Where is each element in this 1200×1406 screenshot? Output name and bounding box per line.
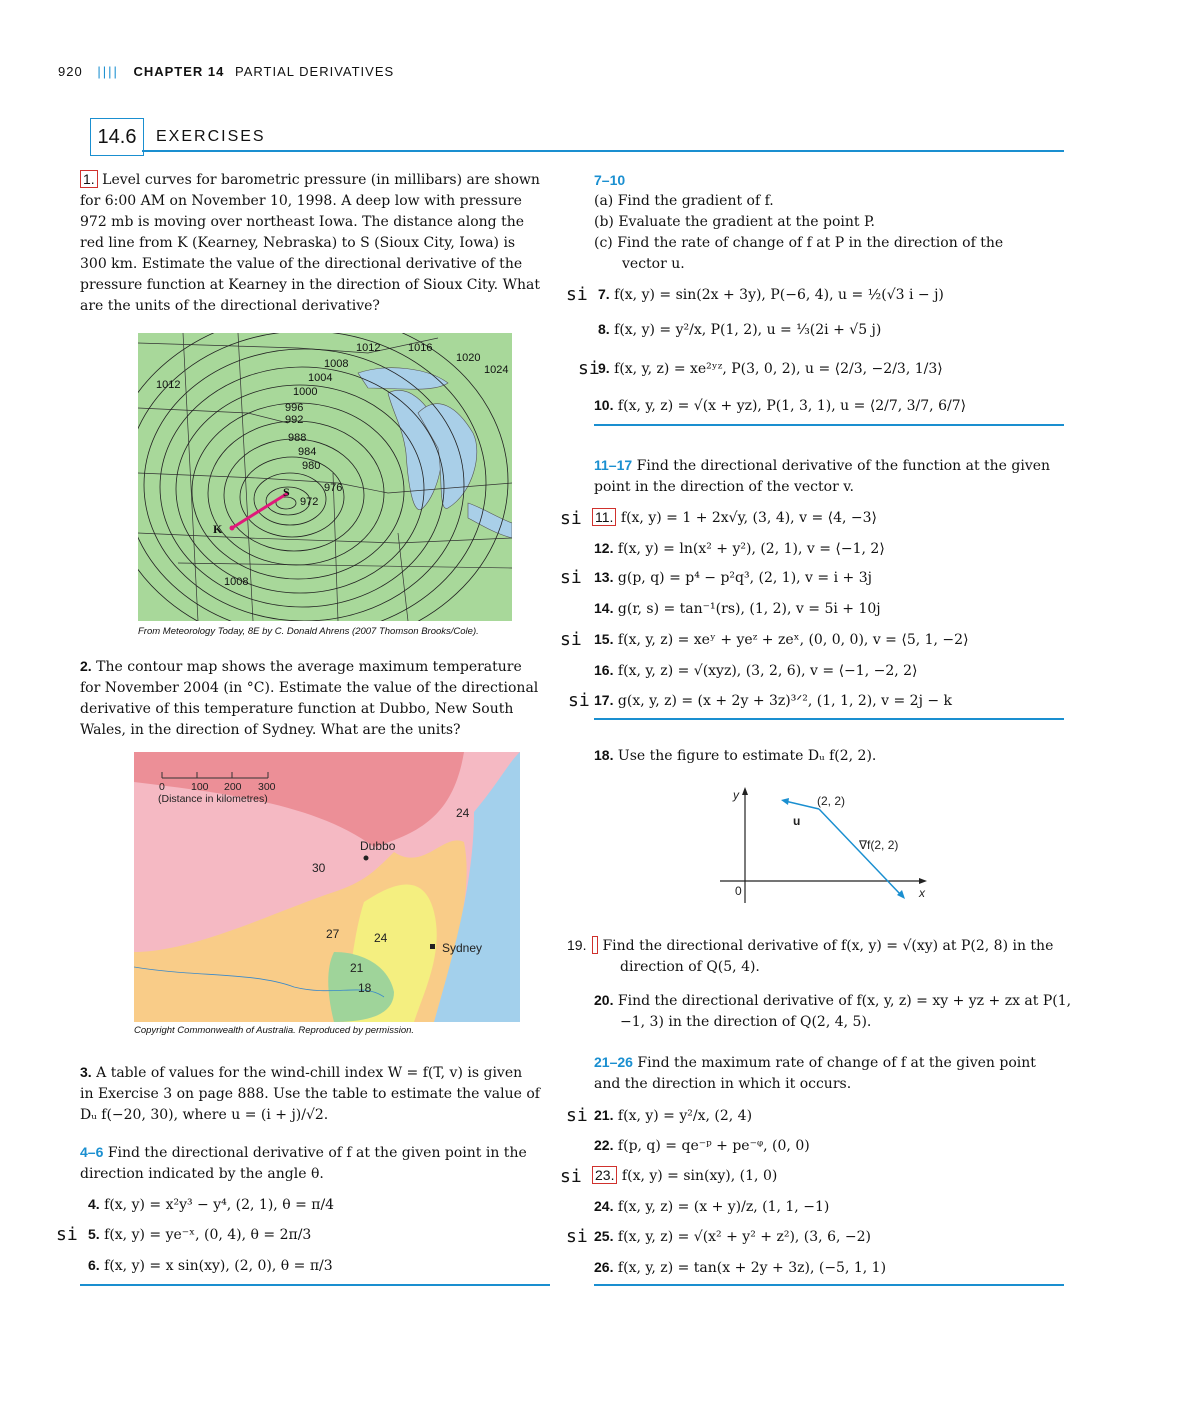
exercise-19: [567, 936, 1086, 978]
margin-note: si: [56, 1224, 78, 1245]
contour-label: 27: [326, 927, 340, 941]
contour-label: 18: [358, 981, 372, 995]
exercise-12: [594, 538, 885, 560]
exercise-number: 21.: [594, 1107, 614, 1123]
exercise-text: f(x, y, z) = tan(x + 2y + 3z), (−5, 1, 1): [617, 1260, 887, 1276]
map-label: 1024: [484, 364, 509, 376]
exercise-7-10-intro: [594, 170, 1064, 275]
exercise-text: f(x, y) = 1 + 2x√y, (3, 4), v = ⟨4, −3⟩: [620, 510, 877, 526]
map-label: 1012: [356, 342, 381, 354]
exercise-text: Find the directional derivative of f(x, y) = √(xy) at P(2, 8) in the direction of Q(5, 4).: [602, 938, 1054, 975]
pressure-map: [138, 333, 512, 621]
exercise-text: f(x, y, z) = √(xyz), (3, 2, 6), v = ⟨−1, −2, 2⟩: [617, 663, 918, 679]
exercise-range: 7–10: [594, 172, 626, 188]
contour-label: 21: [350, 961, 364, 975]
exercise-text: g(r, s) = tan⁻¹(rs), (1, 2), v = 5i + 10j: [617, 601, 881, 617]
margin-note: si: [566, 1105, 588, 1126]
exercise-text: f(x, y, z) = xe²ʸᶻ, P(3, 0, 2), u = ⟨2/3, −2/3, 1/3⟩: [614, 361, 943, 377]
margin-note: si: [560, 508, 582, 529]
map-label: 976: [324, 482, 343, 494]
scale-label: 100: [191, 781, 209, 793]
part-c: (c) Find the rate of change of f at P in the direction of the vector u.: [594, 235, 1004, 272]
exercise-number: 7.: [598, 286, 610, 302]
x-axis-label: x: [919, 886, 925, 900]
chapter-title: PARTIAL DERIVATIVES: [235, 64, 395, 79]
exercise-number: 23.: [592, 1166, 617, 1184]
sydney-label: Sydney: [442, 941, 483, 955]
exercise-text: f(x, y, z) = xeʸ + yeᶻ + zeˣ, (0, 0, 0), v = ⟨5, 1, −2⟩: [617, 632, 969, 648]
exercise-number: 1.: [80, 170, 98, 188]
section-number: 14.6: [90, 118, 144, 156]
exercise-text: The contour map shows the average maximum temperature for November 2004 (in °C). Estimate the value of the directional derivative of this temperature function at Dubbo, New South Wales, in the direction of Sydney. What are the units?: [80, 659, 539, 738]
scale-caption: (Distance in kilometres): [158, 793, 268, 805]
scale-label: 0: [159, 781, 165, 793]
scale-label: 300: [258, 781, 276, 793]
exercise-number: 16.: [594, 662, 614, 678]
map-label: 996: [285, 402, 304, 414]
exercise-text: f(x, y) = y²/x, (2, 4): [617, 1108, 753, 1124]
point-label: (2, 2): [817, 794, 846, 808]
exercise-7: [598, 284, 944, 306]
exercise-text: Level curves for barometric pressure (in millibars) are shown for 6:00 AM on November 10, 1998. A deep low with pressure 972 mb is moving over northeast Iowa. The distance along the red line from K (Kearney, Nebraska) to S (Sioux City, Iowa) is 300 km. Estimate the value of the directional derivative of the pressure function at Kearney in the direction of Sioux City. What are the units of the directional derivative?: [80, 172, 540, 314]
exercise-13: [594, 567, 872, 589]
exercise-number: 3.: [80, 1064, 92, 1080]
exercise-text: f(x, y, z) = √(x + yz), P(1, 3, 1), u = ⟨2/7, 3/7, 6/7⟩: [617, 398, 967, 414]
map-label: 988: [288, 432, 307, 444]
running-header: [58, 64, 394, 79]
exercise-number: 5.: [88, 1226, 100, 1242]
exercise-8: [598, 319, 881, 341]
part-b: (b) Evaluate the gradient at the point P.: [594, 214, 876, 230]
exercise-number: 10.: [594, 397, 614, 413]
exercise-number: 26.: [594, 1259, 614, 1275]
column-rule: [594, 1284, 1064, 1286]
map-label: 1004: [308, 372, 333, 384]
exercise-16: [594, 660, 918, 682]
map-label: 1008: [324, 358, 349, 370]
exercise-11-17-intro: [594, 455, 1054, 498]
exercise-23: [592, 1166, 777, 1187]
exercise-range: 11–17: [594, 457, 633, 473]
exercise-6: [88, 1255, 333, 1277]
exercise-number: 24.: [594, 1198, 614, 1214]
exercise-number: 19.: [592, 936, 598, 954]
exercise-4: [88, 1194, 334, 1216]
exercise-text: f(x, y) = sin(2x + 3y), P(−6, 4), u = ½(√3 i − j): [614, 287, 944, 303]
map-label: 1000: [293, 386, 318, 398]
margin-note: si: [568, 690, 590, 711]
exercise-text: f(x, y) = ye⁻ˣ, (0, 4), θ = 2π/3: [104, 1227, 312, 1243]
exercise-text: g(x, y, z) = (x + 2y + 3z)³ᐟ², (1, 1, 2), v = 2j − k: [617, 693, 953, 709]
exercise-24: [594, 1196, 829, 1218]
page-number: 920: [58, 64, 83, 79]
section-title: EXERCISES: [156, 128, 266, 145]
u-label: u: [793, 814, 801, 828]
map-label: 1012: [156, 379, 181, 391]
header-bars: ||||: [97, 64, 119, 79]
exercise-11: [592, 508, 877, 529]
exercise-number: 22.: [594, 1137, 614, 1153]
exercise-number: 14.: [594, 600, 614, 616]
map-label: 1008: [224, 576, 249, 588]
margin-note: si: [560, 567, 582, 588]
exercise-3: [80, 1062, 540, 1126]
temperature-map: [134, 752, 520, 1022]
gradient-figure: [715, 783, 945, 908]
pressure-map-svg: [138, 333, 512, 621]
exercise-number: 20.: [594, 992, 614, 1008]
exercise-15: [594, 629, 969, 651]
exercise-number: 6.: [88, 1257, 100, 1273]
origin-label: 0: [735, 884, 742, 898]
exercise-text: f(x, y) = ln(x² + y²), (2, 1), v = ⟨−1, 2⟩: [617, 541, 885, 557]
exercise-17: [594, 690, 952, 712]
u-vector: [785, 801, 819, 809]
margin-note: si: [560, 629, 582, 650]
dubbo-label: Dubbo: [360, 839, 396, 853]
exercise-text: Find the directional derivative of f(x, y, z) = xy + yz + zx at P(1, −1, 3) in the direction of Q(2, 4, 5).: [617, 993, 1072, 1030]
exercise-range: 4–6: [80, 1144, 104, 1160]
exercise-text: f(x, y, z) = (x + y)/z, (1, 1, −1): [617, 1199, 830, 1215]
column-rule: [594, 718, 1064, 720]
gradient-vector: [819, 809, 901, 895]
map-label: 972: [300, 496, 319, 508]
exercise-number: 18.: [594, 747, 614, 763]
contour-label: 30: [312, 861, 326, 875]
sydney-marker: [430, 944, 435, 949]
section-rule: [142, 150, 1064, 152]
column-rule: [594, 424, 1064, 426]
exercise-number: 11.: [592, 508, 616, 526]
temperature-map-svg: [134, 752, 520, 1022]
column-rule: [80, 1284, 550, 1286]
contour-label: 24: [456, 806, 470, 820]
exercise-text: f(x, y) = y²/x, P(1, 2), u = ⅓(2i + √5 j): [614, 322, 882, 338]
exercise-number: 12.: [594, 540, 614, 556]
map-label: 992: [285, 414, 304, 426]
exercise-5: [88, 1224, 311, 1246]
exercise-number: 2.: [80, 658, 92, 674]
exercise-number: 9.: [598, 360, 610, 376]
kearney-label: K: [213, 522, 223, 536]
y-axis-label: y: [733, 788, 739, 802]
exercise-21-26-intro: [594, 1052, 1054, 1095]
chapter-label: CHAPTER 14: [133, 64, 225, 79]
sioux-city-label: S: [283, 485, 290, 499]
exercise-text: Find the maximum rate of change of f at the given point and the direction in which it occurs.: [594, 1055, 1036, 1092]
map1-caption: From Meteorology Today, 8E by C. Donald Ahrens (2007 Thomson Brooks/Cole).: [138, 626, 479, 637]
map-label: 980: [302, 460, 321, 472]
map-label: 1016: [408, 342, 433, 354]
exercise-1: [80, 170, 540, 317]
exercise-number: 17.: [594, 692, 614, 708]
exercise-25: [594, 1226, 871, 1248]
exercise-text: Use the figure to estimate Dᵤ f(2, 2).: [617, 748, 877, 764]
exercise-4-6-intro: [80, 1142, 540, 1185]
exercise-22: [594, 1135, 810, 1157]
exercise-number: 13.: [594, 569, 614, 585]
exercise-number: 25.: [594, 1228, 614, 1244]
exercise-text: f(x, y) = x²y³ − y⁴, (2, 1), θ = π/4: [104, 1197, 335, 1213]
margin-note: si: [560, 1166, 582, 1187]
exercise-9: [598, 358, 943, 380]
exercise-number: 8.: [598, 321, 610, 337]
gradient-label: ∇f(2, 2): [859, 838, 899, 852]
exercise-21: [594, 1105, 752, 1127]
part-a: (a) Find the gradient of f.: [594, 193, 774, 209]
exercise-text: f(x, y, z) = √(x² + y² + z²), (3, 6, −2): [617, 1229, 871, 1245]
exercise-2: [80, 656, 546, 741]
exercise-text: f(x, y) = x sin(xy), (2, 0), θ = π/3: [104, 1258, 333, 1274]
exercise-text: Find the directional derivative of f at the given point in the direction indicated by the angle θ.: [80, 1145, 527, 1182]
margin-note: si: [566, 1226, 588, 1247]
map-label: 1020: [456, 352, 481, 364]
exercise-text: f(p, q) = qe⁻ᵖ + pe⁻ᵠ, (0, 0): [617, 1138, 810, 1154]
map2-caption: Copyright Commonwealth of Australia. Reproduced by permission.: [134, 1025, 415, 1036]
exercise-text: g(p, q) = p⁴ − p²q³, (2, 1), v = i + 3j: [617, 570, 872, 586]
exercise-number: 15.: [594, 631, 614, 647]
dubbo-marker: [364, 856, 369, 861]
exercise-10: [594, 395, 966, 417]
exercise-14: [594, 598, 881, 620]
map-label: 984: [298, 446, 317, 458]
exercise-text: A table of values for the wind-chill index W = f(T, v) is given in Exercise 3 on page 888. Use the table to estimate the value of Dᵤ f(−20, 30), where u = (i + j)/√2.: [80, 1065, 540, 1123]
exercise-26: [594, 1257, 886, 1279]
exercise-number: 4.: [88, 1196, 100, 1212]
exercise-text: f(x, y) = sin(xy), (1, 0): [621, 1168, 778, 1184]
margin-note: si: [566, 284, 588, 305]
margin-note: si: [578, 358, 600, 379]
exercise-text: Find the directional derivative of the function at the given point in the direction of the vector v.: [594, 458, 1051, 495]
exercise-20: [594, 990, 1084, 1033]
exercise-18: [594, 745, 876, 767]
exercise-range: 21–26: [594, 1054, 633, 1070]
scale-label: 200: [224, 781, 242, 793]
contour-label: 24: [374, 931, 388, 945]
